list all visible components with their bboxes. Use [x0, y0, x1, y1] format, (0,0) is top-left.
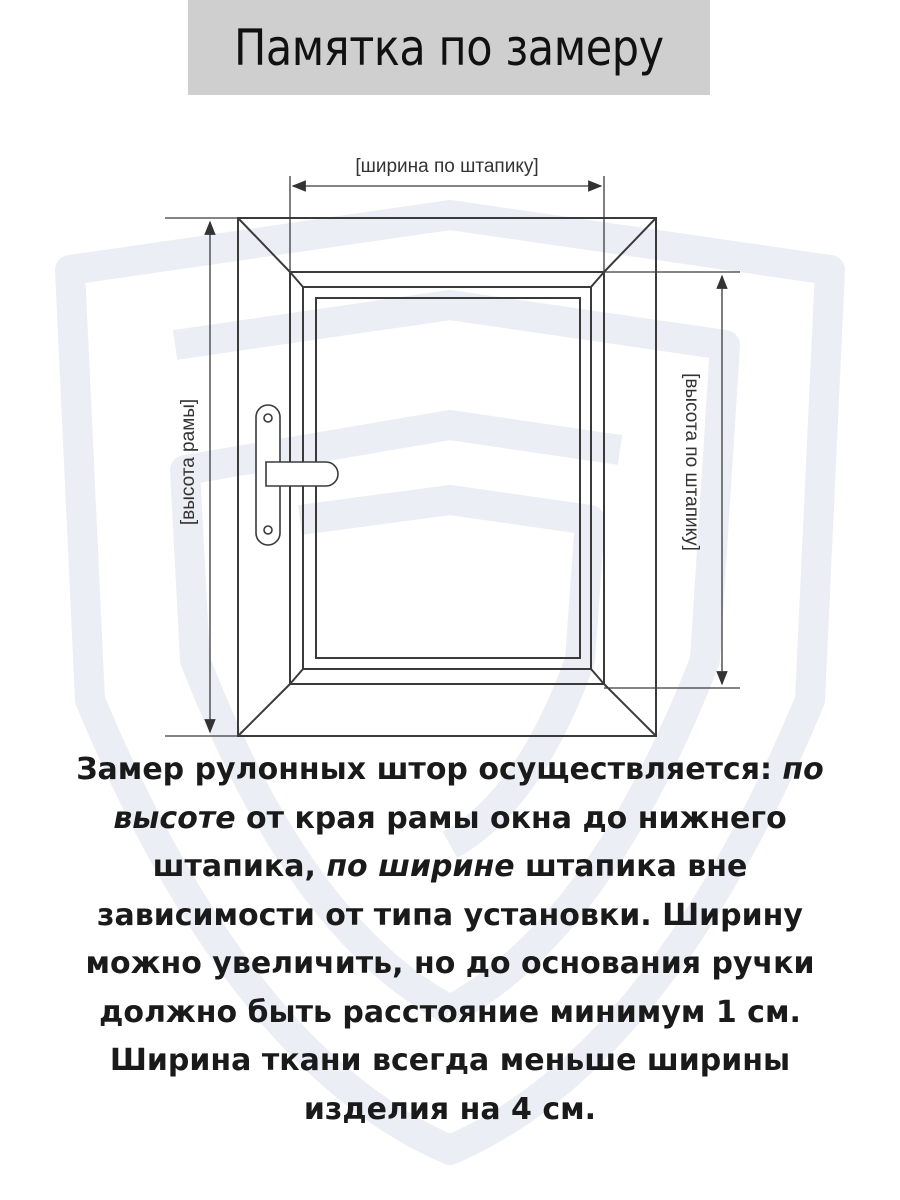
window-measure-diagram — [0, 140, 900, 760]
width-label: [ширина по штапику] — [355, 156, 539, 177]
frame-height-label: [высота рамы] — [178, 398, 199, 526]
window-glass-inner — [316, 298, 580, 658]
title-banner — [188, 0, 710, 95]
window-handle-icon — [256, 405, 338, 545]
window-glass-outer — [303, 287, 591, 669]
measurement-note: Замер рулонных штор осуществляется: по высоте от края рамы окна до нижнего штапика, по ширине штапика вне зависимости от типа установки. Ширину можно увеличить, но до основания ручки должно быть расстояние минимум 1 см. Ширина ткани всегда меньше ширины изделия на 4 см. — [76, 752, 824, 1127]
bead-height-label: [высота по штапику] — [681, 373, 702, 551]
page-title: Памятка по замеру — [234, 18, 664, 77]
